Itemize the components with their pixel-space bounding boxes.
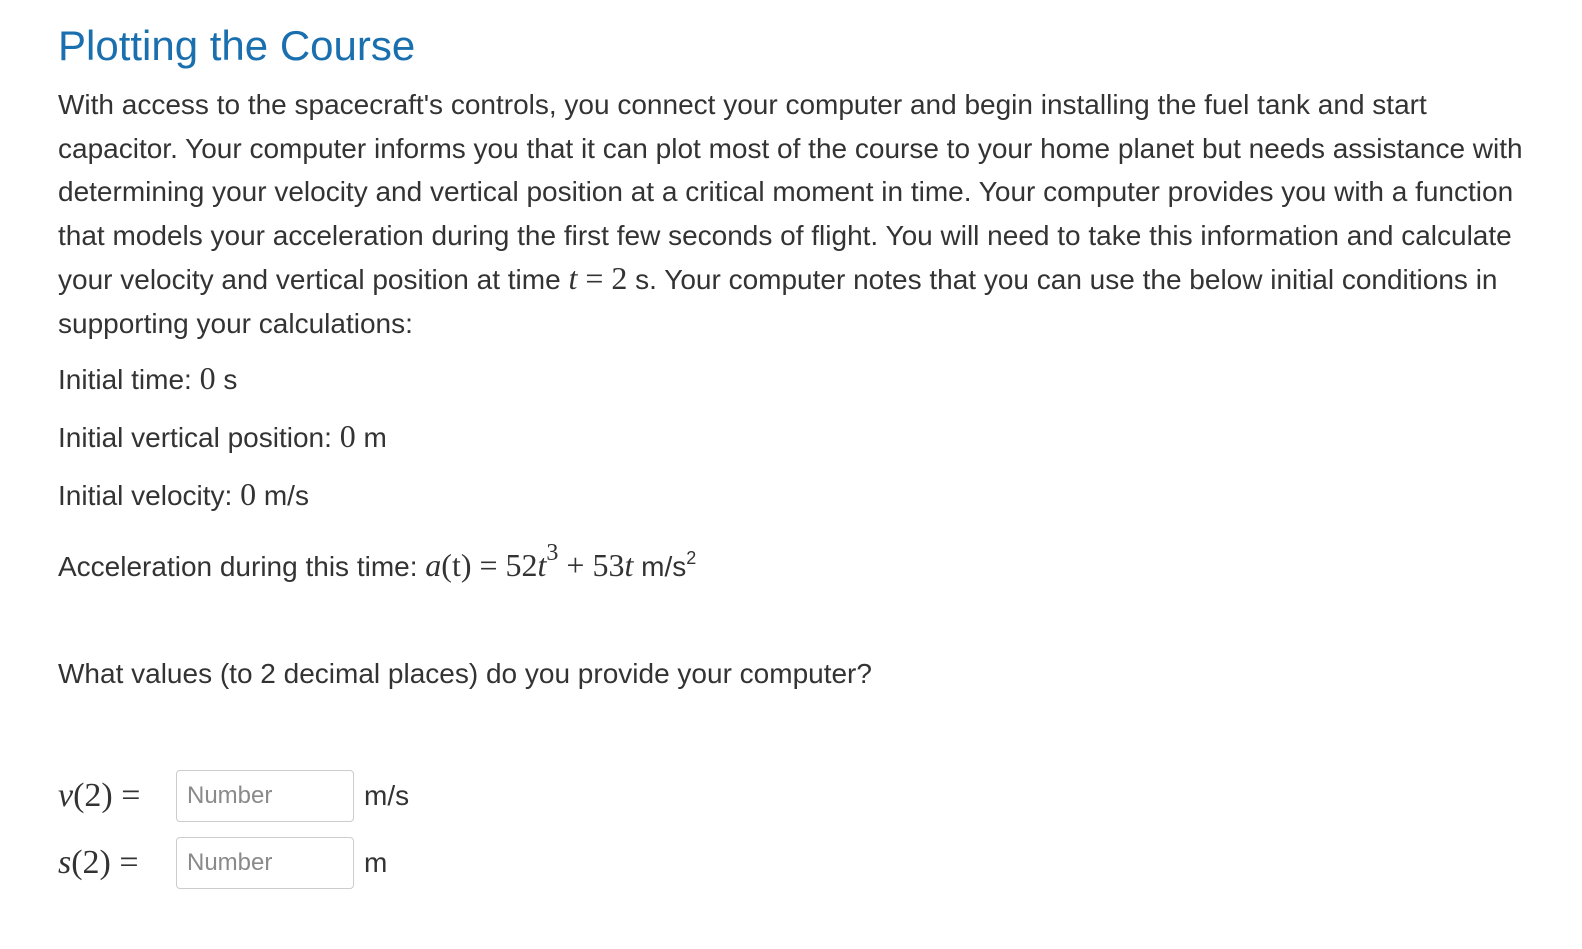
- question-page: [58, 18, 1558, 881]
- position-answer-row: [58, 837, 387, 889]
- initial-time-label: Initial time:: [58, 364, 200, 395]
- initial-velocity-unit: m/s: [256, 480, 309, 511]
- initial-position-value: 0: [339, 418, 356, 454]
- acceleration-formula: $a(t) = 52t^3 + 53t$: [425, 540, 634, 583]
- time-math: t = 2: [568, 260, 628, 296]
- page-title: Plotting the Course: [58, 22, 416, 69]
- initial-position-line: [58, 418, 387, 455]
- question-text: What values (to 2 decimal places) do you provide your computer?: [58, 658, 872, 689]
- position-answer-label: s(2) =: [58, 844, 139, 881]
- intro-paragraph: [58, 83, 1553, 345]
- initial-time-line: [58, 360, 237, 397]
- initial-position-unit: m: [355, 422, 387, 453]
- intro-text-1: With access to the spacecraft's controls, you connect your computer and begin installing the fuel tank and start capacitor. Your computer informs you that it can plot most of the course to your home planet but needs assistance with determining your velocity and vertical position at a critical moment in time. Your computer provides you with a function that models your acceleration during the first few seconds of flight. You will need to take this information and calculate your velocity and vertical position at time: [58, 89, 1523, 295]
- position-answer-unit: m: [364, 847, 388, 878]
- initial-velocity-label: Initial velocity:: [58, 480, 241, 511]
- initial-position-label: Initial vertical position:: [58, 422, 340, 453]
- velocity-answer-unit: m/s: [364, 780, 410, 811]
- acceleration-unit: $m/s^2$: [633, 548, 697, 582]
- acceleration-label: Acceleration during this time:: [58, 551, 426, 582]
- acceleration-line: [58, 540, 696, 584]
- initial-velocity-line: [58, 476, 309, 513]
- initial-time-unit: s: [215, 364, 238, 395]
- intro-text-2: s. Your computer notes that you can use the below initial conditions in supporting your calculations:: [58, 264, 1498, 339]
- position-answer-input[interactable]: [176, 837, 354, 889]
- initial-time-value: 0: [199, 360, 216, 396]
- velocity-answer-row: [58, 770, 409, 822]
- velocity-answer-input[interactable]: [176, 770, 354, 822]
- velocity-answer-label: v(2) =: [58, 777, 141, 814]
- initial-velocity-value: 0: [240, 476, 257, 512]
